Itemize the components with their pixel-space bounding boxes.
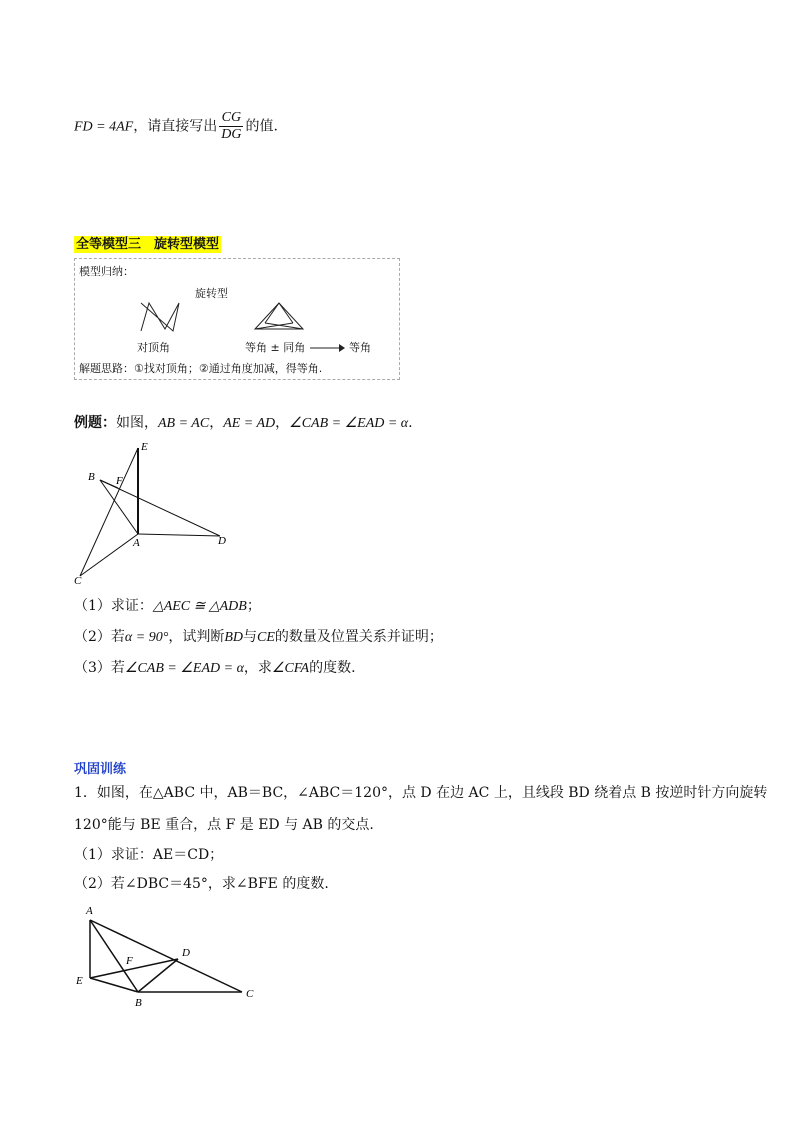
label-f: F [116,475,123,487]
q2-prefix: （2）若 [74,629,125,645]
period: . [408,415,413,431]
section-title [74,233,221,252]
label-a: A [86,905,93,917]
label-e: E [76,975,83,987]
vertical-angle-figure [135,299,185,337]
practice-question-1: （1）求证：AE＝CD； [74,847,224,863]
equal-angle-text: 等角 ± 同角 [245,341,306,354]
example-intro: 如图， [116,415,158,431]
condition-ae-ad: AE = AD [223,416,276,431]
q3-text: ，求 [243,660,272,676]
q2-ce: CE [257,630,275,645]
condition-angles: ∠CAB = ∠EAD = α [289,416,409,431]
condition-ab-ac: AB = AC [158,416,210,431]
rotation-figure [251,301,307,335]
label-a: A [133,537,140,549]
q2-end: 的数量及位置关系并证明； [274,629,443,645]
q2-bd: BD [224,630,243,645]
label-d: D [182,947,190,959]
model-heading: 模型归纳： [79,265,134,278]
q1-expression: △AEC ≅ △ADB [152,599,247,614]
arrow-icon [309,343,345,353]
example-question-1 [74,596,261,617]
practice-figure [70,902,270,1012]
q3-end: 的度数. [309,660,356,676]
top-line-text: ，请直接写出 [133,118,218,135]
section-title-text: 全等模型三 旋转型模型 [76,237,220,252]
practice-problem-line-1: 1．如图，在△ABC 中，AB＝BC，∠ABC＝120°，点 D 在边 AC 上，且线段 BD 绕着点 B 按逆时针方向旋转 [74,785,768,801]
fraction-denominator: DG [221,127,242,142]
q1-prefix: （1）求证： [74,598,153,614]
label-c: C [246,988,254,1000]
example-figure [70,440,240,590]
strategy-text: 解题思路：①找对顶角；②通过角度加减，得等角. [79,362,323,375]
label-c: C [74,575,82,587]
model-summary-box [74,258,400,380]
q2-text: ，试判断 [168,629,225,645]
example-question-2 [74,627,443,648]
q3-angle: ∠CFA [271,661,310,676]
practice-problem-line-2: 120°能与 BE 重合，点 F 是 ED 与 AB 的交点. [74,817,374,833]
separator: ， [209,415,224,431]
label-f: F [126,955,133,967]
vertical-angle-label: 对顶角 [137,341,170,354]
example-label: 例题： [74,415,116,431]
example-statement [74,413,413,434]
cg-dg-fraction [219,110,243,143]
q2-expression: α = 90° [124,630,169,645]
result-text: 等角 [349,341,371,354]
label-e: E [141,441,148,453]
q2-text: 与 [243,629,257,645]
practice-title: 巩固训练 [74,762,127,777]
fd-expression: FD = 4AF [74,119,134,135]
q3-expression: ∠CAB = ∠EAD = α [124,661,244,676]
q1-end: ； [246,598,261,614]
fraction-numerator: CG [219,110,243,127]
q3-prefix: （3）若 [74,660,125,676]
example-question-3 [74,658,356,679]
rotation-label: 旋转型 [195,287,228,300]
separator: ， [275,415,290,431]
label-b: B [135,997,142,1009]
label-b: B [88,471,95,483]
practice-question-2: （2）若∠DBC＝45°，求∠BFE 的度数. [74,876,329,892]
top-line-text-end: 的值. [245,118,278,135]
top-line [74,110,278,144]
label-d: D [218,535,226,547]
